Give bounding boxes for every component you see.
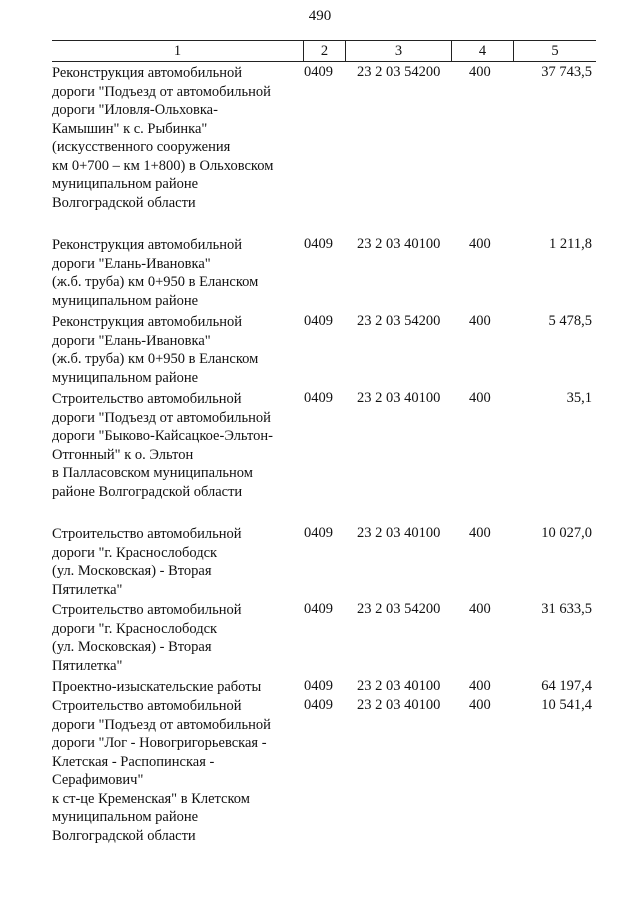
desc-line: дороги "Подъезд от автомобильной xyxy=(52,83,271,100)
expense-type-code: 400 xyxy=(469,697,491,713)
desc-line: районе Волгоградской области xyxy=(52,483,243,500)
amount: 10 027,0 xyxy=(541,525,592,541)
desc-line: Строительство автомобильной xyxy=(52,391,242,407)
desc-line: дороги "Подъезд от автомобильной xyxy=(52,409,271,426)
section-code: 0409 xyxy=(304,390,333,406)
amount: 64 197,4 xyxy=(541,678,592,694)
desc-line: Серафимович" xyxy=(52,772,144,788)
desc-line: к ст-це Кременская" в Клетском xyxy=(52,790,250,807)
table-header xyxy=(52,40,596,62)
expense-type-code: 400 xyxy=(469,390,491,406)
desc-line: Строительство автомобильной xyxy=(52,698,242,714)
desc-line: Строительство автомобильной xyxy=(52,602,242,618)
target-article-code: 23 2 03 40100 xyxy=(357,390,441,406)
desc-line: дороги "г. Краснослободск xyxy=(52,620,218,637)
row-description xyxy=(52,678,292,697)
amount: 31 633,5 xyxy=(541,601,592,617)
header-col-4: 4 xyxy=(452,41,514,61)
desc-line: дороги "Быково-Кайсацкое-Эльтон- xyxy=(52,428,273,444)
desc-line: (ж.б. труба) км 0+950 в Еланском xyxy=(52,351,259,367)
target-article-code: 23 2 03 40100 xyxy=(357,697,441,713)
row-description xyxy=(52,525,292,599)
desc-line: (искусственного сооружения xyxy=(52,139,231,155)
desc-line: Проектно-изыскательские работы xyxy=(52,679,262,695)
desc-line: муниципальном районе xyxy=(52,292,199,309)
amount: 1 211,8 xyxy=(549,236,592,252)
header-col-5: 5 xyxy=(551,43,559,59)
expense-type-code: 400 xyxy=(469,64,491,80)
desc-line: (ж.б. труба) км 0+950 в Еланском xyxy=(52,274,259,290)
expense-type-code: 400 xyxy=(469,678,491,694)
desc-line: Реконструкция автомобильной xyxy=(52,237,242,253)
target-article-code: 23 2 03 54200 xyxy=(357,313,441,329)
desc-line: Пятилетка" xyxy=(52,657,123,674)
target-article-code: 23 2 03 54200 xyxy=(357,64,441,80)
desc-line: Камышин" к с. Рыбинка" xyxy=(52,120,208,137)
row-description xyxy=(52,390,292,501)
desc-line: Клетская - Распопинская - xyxy=(52,753,215,770)
desc-line: дороги "Подъезд от автомобильной xyxy=(52,716,271,733)
target-article-code: 23 2 03 40100 xyxy=(357,525,441,541)
target-article-code: 23 2 03 40100 xyxy=(357,678,441,694)
expense-type-code: 400 xyxy=(469,313,491,329)
expense-type-code: 400 xyxy=(469,525,491,541)
desc-line: дороги "Лог - Новогригорьевская - xyxy=(52,735,267,751)
expense-type-code: 400 xyxy=(469,236,491,252)
desc-line: дороги "г. Краснослободск xyxy=(52,544,218,561)
row-description xyxy=(52,601,292,675)
row-description xyxy=(52,313,292,387)
desc-line: муниципальном районе xyxy=(52,809,199,825)
row-description xyxy=(52,697,292,845)
amount: 10 541,4 xyxy=(541,697,592,713)
header-col-3: 3 xyxy=(346,41,452,61)
desc-line: Строительство автомобильной xyxy=(52,526,242,542)
section-code: 0409 xyxy=(304,313,333,329)
desc-line: муниципальном районе xyxy=(52,369,199,386)
target-article-code: 23 2 03 54200 xyxy=(357,601,441,617)
header-col-2: 2 xyxy=(304,41,346,61)
desc-line: Реконструкция автомобильной xyxy=(52,314,242,330)
desc-line: дороги "Елань-Ивановка" xyxy=(52,332,211,349)
desc-line: Волгоградской области xyxy=(52,194,196,211)
amount: 5 478,5 xyxy=(548,313,592,329)
section-code: 0409 xyxy=(304,236,333,252)
section-code: 0409 xyxy=(304,601,333,617)
amount: 35,1 xyxy=(566,390,592,406)
desc-line: км 0+700 – км 1+800) в Ольховском xyxy=(52,157,274,174)
desc-line: (ул. Московская) - Вторая xyxy=(52,563,212,579)
header-col-1: 1 xyxy=(52,41,304,61)
page-number: 490 xyxy=(308,8,332,24)
section-code: 0409 xyxy=(304,678,333,694)
desc-line: Пятилетка" xyxy=(52,581,123,598)
desc-line: дороги "Елань-Ивановка" xyxy=(52,255,211,272)
desc-line: дороги "Иловля-Ольховка- xyxy=(52,102,218,118)
target-article-code: 23 2 03 40100 xyxy=(357,236,441,252)
expense-type-code: 400 xyxy=(469,601,491,617)
desc-line: (ул. Московская) - Вторая xyxy=(52,639,212,655)
desc-line: в Палласовском муниципальном xyxy=(52,465,253,481)
desc-line: Реконструкция автомобильной xyxy=(52,65,242,81)
section-code: 0409 xyxy=(304,64,333,80)
amount: 37 743,5 xyxy=(541,64,592,80)
section-code: 0409 xyxy=(304,525,333,541)
row-description xyxy=(52,236,292,310)
row-description xyxy=(52,64,292,212)
desc-line: Отгонный" к о. Эльтон xyxy=(52,446,194,463)
desc-line: Волгоградской области xyxy=(52,827,196,844)
section-code: 0409 xyxy=(304,697,333,713)
desc-line: муниципальном районе xyxy=(52,176,199,192)
